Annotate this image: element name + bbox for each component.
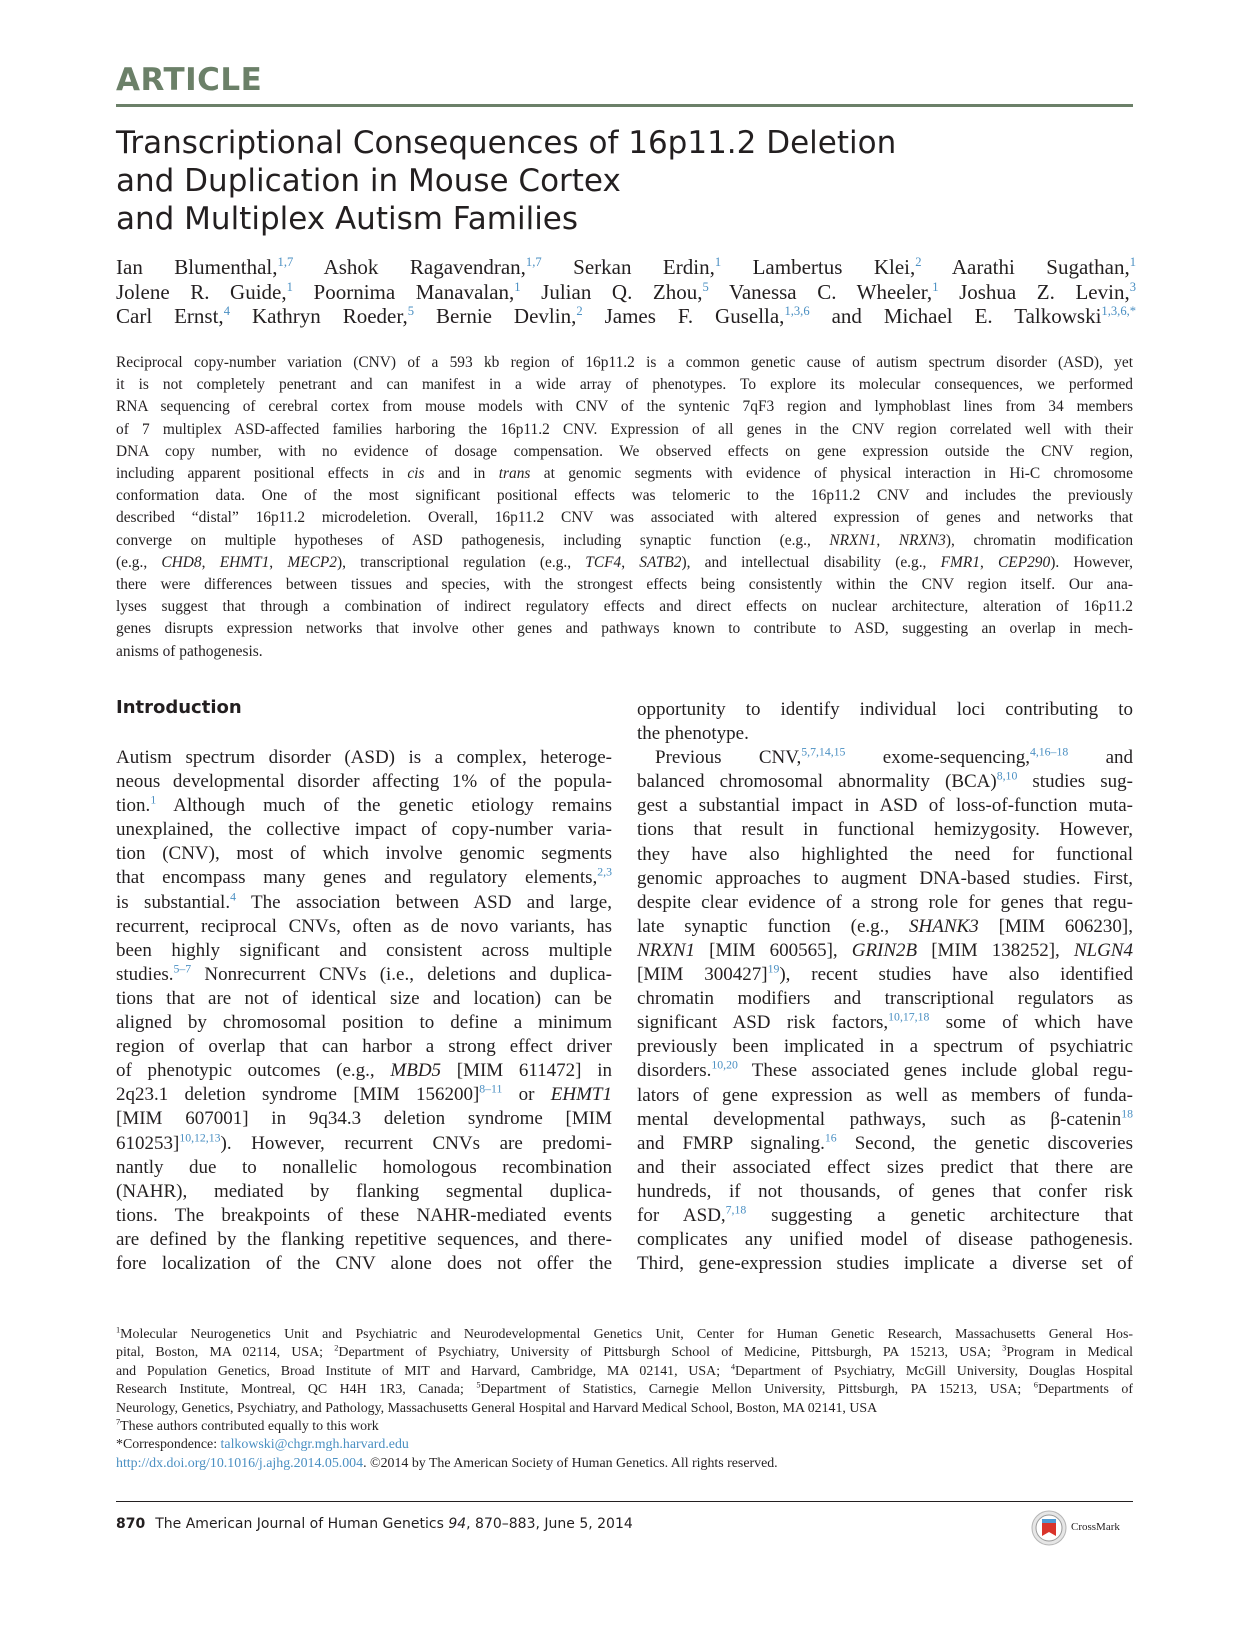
text-line: been highly significant and consistent across multiple	[116, 939, 612, 961]
abstract-line: anisms of pathogenesis.	[116, 642, 263, 660]
text-line: [MIM 300427]$^{19}$), recent studies have also identified	[637, 962, 1133, 986]
text-line: Autism spectrum disorder (ASD) is a complex, heteroge-	[116, 747, 612, 768]
citation-link[interactable]: 19	[767, 962, 780, 976]
abstract-line: (e.g., CHD8, EHMT1, MECP2), transcriptional regulation (e.g., TCF4, SATB2), and intellectual disability (e.g., FMR1, CEP290). However,	[116, 553, 1134, 571]
text-line: is substantial.$^4$ The association between ASD and large,	[116, 890, 612, 913]
author-name: Joshua Z. Levin,	[959, 279, 1130, 304]
author-affiliation-marker: 4	[223, 304, 230, 319]
author-name: Carl Ernst,	[116, 304, 224, 329]
text-line: region of overlap that can harbor a strong effect driver	[116, 1036, 612, 1058]
page-footer	[116, 1516, 633, 1532]
text-line: they have also highlighted the need for functional	[637, 843, 1133, 865]
citation-link[interactable]: 5–7	[173, 962, 192, 976]
author-affiliation-marker: 1,7	[277, 255, 294, 269]
text-line: late synaptic function (e.g., SHANK3 [MIM 606230],	[637, 915, 1133, 937]
text-line: and their associated effect sizes predict that there are	[637, 1156, 1133, 1178]
text-line: recurrent, reciprocal CNVs, often as de novo variants, has	[116, 915, 612, 937]
author-affiliation-marker: 3	[1129, 279, 1136, 294]
text-line: opportunity to identify individual loci contributing to	[637, 699, 1133, 720]
text-line: hundreds, if not thousands, of genes that confer risk	[637, 1180, 1133, 1202]
citation-link[interactable]: 10,12,13	[179, 1131, 221, 1145]
text-line: of phenotypic outcomes (e.g., MBD5 [MIM 611472] in	[116, 1060, 612, 1082]
abstract-line: described “distal” 16p11.2 microdeletion. Overall, 16p11.2 CNV was associated with altered expression of genes and networks that	[116, 509, 1133, 527]
text-line: 2q23.1 deletion syndrome [MIM 156200]$^{8-11}$ or EHMT1	[116, 1082, 613, 1106]
crossmark-badge[interactable]	[1031, 1508, 1141, 1548]
citation-link[interactable]: 5,7,14,15	[801, 745, 846, 759]
article-title	[116, 124, 1016, 238]
abstract-line: lyses suggest that through a combination of indirect regulatory effects and direct effects on nuclear architecture, alteration of 16p11.2	[116, 598, 1133, 616]
section-divider	[116, 104, 1133, 107]
text-line: tion (CNV), most of which involve genomic segments	[116, 843, 612, 865]
author-affiliation-marker: 1	[286, 279, 293, 294]
copyright-text: . ©2014 by The American Society of Human Genetics. All rights reserved.	[363, 1455, 778, 1471]
citation-link[interactable]: 8,10	[996, 769, 1018, 783]
text-line: tions. The breakpoints of these NAHR-mediated events	[116, 1204, 612, 1226]
author-affiliation-marker: 1,3,6,*	[1101, 304, 1137, 319]
author-name: Poornima Manavalan,	[313, 279, 515, 304]
text-line: balanced chromosomal abnormality (BCA)$^{8,10}$ studies sug-	[637, 769, 1134, 793]
correspondence-email-link[interactable]: talkowski@chgr.mgh.harvard.edu	[220, 1437, 409, 1453]
abstract-line: including apparent positional effects in cis and in trans at genomic segments with evidence of physical interaction in Hi-C chromosome	[116, 465, 1133, 483]
author-affiliation-marker: 2	[576, 304, 583, 319]
footer-divider	[116, 1501, 1133, 1502]
journal-pages-date: , 870–883, June 5, 2014	[466, 1516, 633, 1532]
author-name: Julian Q. Zhou,	[541, 279, 703, 304]
affiliation-line: and Population Genetics, Broad Institute of MIT and Harvard, Cambridge, MA 02141, USA; $^4$Department of Psychiatry, McGill University, Douglas Hospital	[116, 1362, 1133, 1379]
author-name: Vanessa C. Wheeler,	[728, 279, 933, 304]
citation-link[interactable]: 10,17,18	[888, 1010, 930, 1024]
citation-link[interactable]: 16	[824, 1131, 837, 1145]
text-line: for ASD,$^{7,18}$ suggesting a genetic architecture that	[637, 1203, 1133, 1226]
text-line: previously been implicated in a spectrum of psychiatric	[637, 1036, 1133, 1058]
citation-link[interactable]: 10,20	[711, 1059, 738, 1073]
abstract-line: conformation data. One of the most significant positional effects was telomeric to the 16p11.2 CNV and includes the previously	[116, 487, 1133, 505]
abstract-line: it is not completely penetrant and can manifest in a wide array of phenotypes. To explore its molecular consequences, we performed	[116, 376, 1133, 394]
author-name: and Michael E. Talkowski	[831, 304, 1102, 329]
citation-link[interactable]: 4	[230, 890, 236, 904]
text-line: that encompass many genes and regulatory elements,$^{2,3}$	[116, 866, 612, 889]
page-number: 870	[116, 1516, 146, 1532]
author-name: Ashok Ragavendran,	[323, 255, 526, 279]
author-affiliation-marker: 1	[514, 279, 521, 294]
text-line: genomic approaches to augment DNA-based studies. First,	[637, 867, 1133, 889]
affiliation-line: Neurology, Genetics, Psychiatry, and Pathology, Massachusetts General Hospital and Harvard Medical School, Boston, MA 02141, USA	[116, 1400, 878, 1416]
abstract-line: genes disrupts expression networks that involve other genes and pathways known to contribute to ASD, suggesting an overlap in mech-	[116, 620, 1133, 638]
text-line: studies.$^{5-7}$ Nonrecurrent CNVs (i.e., deletions and duplica-	[116, 962, 612, 985]
author-affiliation-marker: 2	[915, 255, 922, 269]
footnotes	[116, 1326, 1133, 1473]
text-line: (NAHR), mediated by flanking segmental duplica-	[116, 1180, 612, 1202]
abstract-line: converge on multiple hypotheses of ASD pathogenesis, including synaptic function (e.g., NRXN1, NRXN3), chromatin modification	[116, 531, 1134, 549]
author-name: Kathryn Roeder,	[251, 304, 408, 329]
author-line	[116, 280, 1136, 305]
crossmark-icon	[1031, 1510, 1067, 1546]
abstract-line: there were differences between tissues and species, with the strongest effects being consistently within the CNV region itself. Our ana-	[116, 576, 1133, 594]
text-line: aligned by chromosomal position to define a minimum	[116, 1012, 612, 1034]
text-line: [MIM 607001] in 9q34.3 deletion syndrome [MIM	[116, 1108, 612, 1130]
title-line: and Multiplex Autism Families	[116, 201, 579, 237]
author-name: Aarathi Sugathan,	[951, 255, 1130, 279]
text-line: the phenotype.	[637, 723, 749, 745]
author-list	[116, 255, 1136, 329]
text-line: unexplained, the collective impact of copy-number varia-	[116, 819, 612, 841]
citation-link[interactable]: 4,16–18	[1029, 745, 1069, 759]
abstract-line: RNA sequencing of cerebral cortex from mouse models with CNV of the syntenic 7qF3 region and lymphoblast lines from 34 members	[116, 398, 1133, 416]
text-line: nantly due to nonallelic homologous recombination	[116, 1156, 612, 1178]
author-name: Ian Blumenthal,	[116, 255, 278, 279]
citation-link[interactable]: 18	[1121, 1107, 1133, 1121]
text-line: lators of gene expression as well as members of funda-	[637, 1084, 1133, 1106]
body-column-left	[116, 746, 612, 1276]
text-line: tion.$^1$ Although much of the genetic etiology remains	[116, 793, 612, 817]
section-heading-introduction: Introduction	[116, 697, 242, 718]
abstract-line: Reciprocal copy-number variation (CNV) of a 593 kb region of 16p11.2 is a common genetic cause of autism spectrum disorder (ASD), yet	[116, 354, 1133, 371]
text-line: gest a substantial impact in ASD of loss-of-function muta-	[637, 795, 1133, 817]
text-line: disorders.$^{10,20}$ These associated genes include global regu-	[637, 1059, 1133, 1082]
text-line: chromatin modifiers and transcriptional regulators as	[637, 988, 1133, 1010]
text-line: NRXN1 [MIM 600565], GRIN2B [MIM 138252], NLGN4	[637, 939, 1133, 961]
author-affiliation-marker: 5	[407, 304, 415, 319]
affiliation-line: Research Institute, Montreal, QC H4H 1R3, Canada; $^5$Department of Statistics, Carnegie Mellon University, Pittsburgh, PA 15213, USA; $^6$Departments of	[116, 1380, 1133, 1398]
author-affiliation-marker: 1	[1129, 255, 1137, 269]
citation-link[interactable]: 8–11	[479, 1082, 503, 1096]
equal-contribution-text: These authors contributed equally to this work	[120, 1419, 379, 1435]
affiliation-line: $^1$Molecular Neurogenetics Unit and Psychiatric and Neurodevelopmental Genetics Unit, Center for Human Genetic Research, Massachusetts General Hos-	[116, 1325, 1133, 1342]
text-line: despite clear evidence of a strong role for genes that regu-	[637, 891, 1133, 913]
text-line: tions that are not of identical size and location) can be	[116, 987, 612, 1009]
title-line: Transcriptional Consequences of 16p11.2 Deletion	[116, 125, 897, 161]
author-line	[116, 304, 1136, 329]
citation-link[interactable]: 1	[150, 793, 157, 807]
text-line: fore localization of the CNV alone does not offer the	[116, 1252, 612, 1274]
article-section-label: ARTICLE	[116, 62, 263, 98]
correspondence-line	[116, 1436, 1133, 1454]
author-affiliation-marker: 1	[714, 255, 722, 269]
abstract	[116, 352, 1133, 663]
citation-link[interactable]: 7,18	[725, 1203, 747, 1217]
doi-link[interactable]: http://dx.doi.org/10.1016/j.ajhg.2014.05.004	[116, 1455, 364, 1471]
text-line: mental developmental pathways, such as β-catenin$^{18}$	[637, 1107, 1133, 1130]
text-line: neous developmental disorder affecting 1% of the popula-	[116, 771, 612, 793]
journal-volume: 94	[448, 1516, 467, 1532]
text-line: significant ASD risk factors,$^{10,17,18}$ some of which have	[637, 1010, 1134, 1034]
abstract-line: DNA copy number, with no evidence of dosage compensation. We observed effects on gene expression outside the CNV region,	[116, 442, 1133, 460]
author-affiliation-marker: 1,7	[525, 255, 542, 269]
author-name: James F. Gusella,	[604, 304, 785, 329]
author-affiliation-marker: 1	[932, 279, 939, 294]
doi-line	[116, 1455, 1133, 1473]
affiliations	[116, 1326, 1133, 1418]
title-line: and Duplication in Mouse Cortex	[116, 163, 621, 199]
author-name: Lambertus Klei,	[752, 255, 916, 279]
text-line: Previous CNV,$^{5,7,14,15}$ exome-sequencing,$^{4,16-18}$ and	[655, 745, 1134, 769]
text-line: complicates any unified model of disease pathogenesis.	[637, 1229, 1133, 1251]
author-name: Serkan Erdin,	[573, 255, 715, 279]
text-line: are defined by the flanking repetitive sequences, and there-	[116, 1228, 612, 1250]
body-column-right	[637, 698, 1133, 1276]
citation-link[interactable]: 2,3	[597, 866, 612, 880]
abstract-line: of 7 multiplex ASD-affected families harboring the 16p11.2 CNV. Expression of all genes in the CNV region correlated well with their	[116, 420, 1133, 438]
text-line: tions that result in functional hemizygosity. However,	[637, 819, 1133, 841]
author-name: Jolene R. Guide,	[116, 279, 287, 304]
correspondence-label: *Correspondence:	[116, 1437, 221, 1453]
text-line: Third, gene-expression studies implicate a diverse set of	[637, 1253, 1133, 1275]
author-line	[116, 255, 1136, 280]
crossmark-label: CrossMark	[1071, 1521, 1120, 1533]
affiliation-line: pital, Boston, MA 02114, USA; $^2$Department of Psychiatry, University of Pittsburgh School of Medicine, Pittsburgh, PA 15213, USA; $^3$Program in Medical	[116, 1343, 1133, 1361]
footnote-mark: 7	[116, 1417, 121, 1427]
equal-contribution-note	[116, 1418, 1133, 1436]
author-name: Bernie Devlin,	[436, 304, 577, 329]
author-affiliation-marker: 5	[702, 279, 709, 294]
author-affiliation-marker: 1,3,6	[784, 304, 810, 319]
journal-name: The American Journal of Human Genetics	[155, 1516, 449, 1532]
text-line: and FMRP signaling.$^{16}$ Second, the genetic discoveries	[637, 1131, 1134, 1154]
text-line: 610253]$^{10,12,13}$). However, recurrent CNVs are predomi-	[116, 1131, 612, 1154]
